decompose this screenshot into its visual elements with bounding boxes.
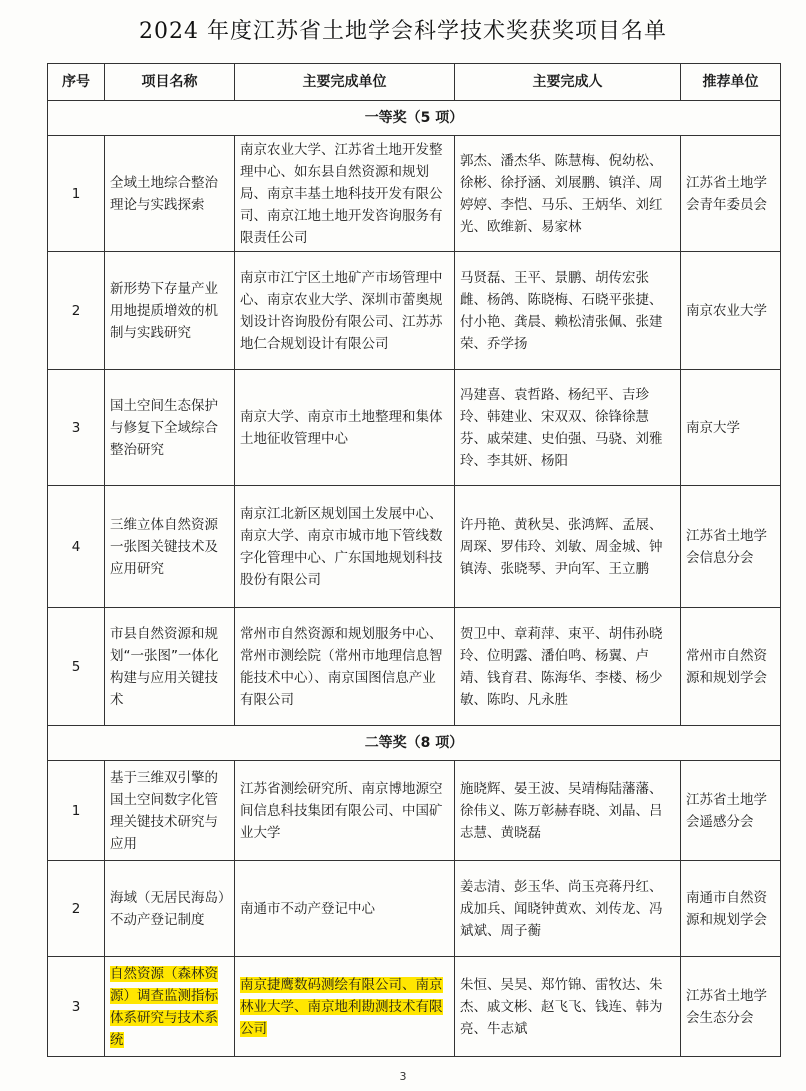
project-name: 三维立体自然资源一张图关键技术及应用研究 [105, 486, 235, 608]
completion-units: 南京农业大学、江苏省土地开发整理中心、如东县自然资源和规划局、南京丰基土地科技开发有限公司、南京江地土地开发咨询服务有限责任公司 [235, 136, 455, 252]
completion-units: 南京大学、南京市土地整理和集体土地征收管理中心 [235, 370, 455, 486]
completion-people: 马贤磊、王平、景鹏、胡传宏张雌、杨鸽、陈晓梅、石晓平张捷、付小艳、龚晨、赖松清张佩、张建荣、乔学扬 [455, 252, 681, 370]
row-number: 1 [48, 136, 105, 252]
completion-units-highlighted [235, 957, 455, 1057]
row-number: 5 [48, 608, 105, 726]
recommender: 南通市自然资源和规划学会 [681, 861, 781, 957]
recommender: 江苏省土地学会生态分会 [681, 957, 781, 1057]
table-row [48, 761, 781, 861]
section-second-prize: 二等奖（8 项） [48, 726, 781, 761]
table-row [48, 370, 781, 486]
project-name: 新形势下存量产业用地提质增效的机制与实践研究 [105, 252, 235, 370]
row-number: 2 [48, 861, 105, 957]
highlight-mark: 南京捷鹰数码测绘有限公司、南京林业大学、南京地利勘测技术有限公司 [240, 976, 443, 1037]
completion-people: 郭杰、潘杰华、陈慧梅、倪幼松、徐彬、徐抒涵、刘展鹏、镇洋、周婷婷、李恺、马乐、王炳华、刘红光、欧维新、易家林 [455, 136, 681, 252]
project-name: 全域土地综合整治理论与实践探索 [105, 136, 235, 252]
recommender: 江苏省土地学会遥感分会 [681, 761, 781, 861]
table-row [48, 486, 781, 608]
col-header-recommender: 推荐单位 [681, 64, 781, 101]
row-number: 3 [48, 957, 105, 1057]
recommender: 常州市自然资源和规划学会 [681, 608, 781, 726]
document-title: 2024 年度江苏省土地学会科学技术奖获奖项目名单 [139, 19, 667, 44]
completion-people: 贺卫中、章莉萍、束平、胡伟孙晓玲、位明露、潘伯鸣、杨翼、卢靖、钱育君、陈海华、李楼、杨少敏、陈昀、凡永胜 [455, 608, 681, 726]
col-header-units: 主要完成单位 [235, 64, 455, 101]
project-name-highlighted [105, 957, 235, 1057]
page-number: 3 [399, 1070, 407, 1083]
completion-units: 江苏省测绘研究所、南京博地源空间信息科技集团有限公司、中国矿业大学 [235, 761, 455, 861]
table-header-row [48, 64, 781, 101]
project-name: 海域（无居民海岛）不动产登记制度 [105, 861, 235, 957]
table-row [48, 957, 781, 1057]
completion-people: 许丹艳、黄秋昊、张鸿辉、孟展、周琛、罗伟玲、刘敏、周金城、钟镇涛、张晓琴、尹向军、王立鹏 [455, 486, 681, 608]
completion-units: 南京市江宁区土地矿产市场管理中心、南京农业大学、深圳市蕾奥规划设计咨询股份有限公司、江苏苏地仁合规划设计有限公司 [235, 252, 455, 370]
project-name: 市县自然资源和规划“一张图”一体化构建与应用关键技术 [105, 608, 235, 726]
highlight-mark: 自然资源（森林资源）调查监测指标体系研究与技术系统 [110, 965, 218, 1048]
row-number: 4 [48, 486, 105, 608]
completion-people: 施晓辉、晏王波、吴靖梅陆藩藩、徐伟义、陈万彰赫春晓、刘晶、吕志慧、黄晓磊 [455, 761, 681, 861]
row-number: 3 [48, 370, 105, 486]
col-header-people: 主要完成人 [455, 64, 681, 101]
table-row [48, 252, 781, 370]
recommender: 南京大学 [681, 370, 781, 486]
recommender: 江苏省土地学会信息分会 [681, 486, 781, 608]
completion-units: 南京江北新区规划国土发展中心、南京大学、南京市城市地下管线数字化管理中心、广东国地规划科技股份有限公司 [235, 486, 455, 608]
project-name: 基于三维双引擎的国土空间数字化管理关键技术研究与应用 [105, 761, 235, 861]
table-row [48, 608, 781, 726]
completion-people: 姜志清、彭玉华、尚玉亮蒋丹红、成加兵、闻晓钟黄欢、刘传龙、冯斌斌、周子蘅 [455, 861, 681, 957]
completion-people: 冯建喜、袁哲路、杨纪平、吉珍玲、韩建业、宋双双、徐锋徐慧芬、戚荣建、史伯强、马骁、刘雅玲、李其妍、杨阳 [455, 370, 681, 486]
row-number: 2 [48, 252, 105, 370]
table-row [48, 861, 781, 957]
col-header-name: 项目名称 [105, 64, 235, 101]
completion-units: 南通市不动产登记中心 [235, 861, 455, 957]
recommender: 江苏省土地学会青年委员会 [681, 136, 781, 252]
award-table [47, 63, 781, 1057]
row-number: 1 [48, 761, 105, 861]
table-row [48, 136, 781, 252]
project-name: 国土空间生态保护与修复下全域综合整治研究 [105, 370, 235, 486]
col-header-no: 序号 [48, 64, 105, 101]
section-first-prize: 一等奖（5 项） [48, 101, 781, 136]
recommender: 南京农业大学 [681, 252, 781, 370]
completion-units: 常州市自然资源和规划服务中心、常州市测绘院（常州市地理信息智能技术中心）、南京国图信息产业有限公司 [235, 608, 455, 726]
completion-people: 朱恒、吴昊、郑竹锦、雷牧达、朱杰、戚文彬、赵飞飞、钱连、韩为亮、牛志斌 [455, 957, 681, 1057]
